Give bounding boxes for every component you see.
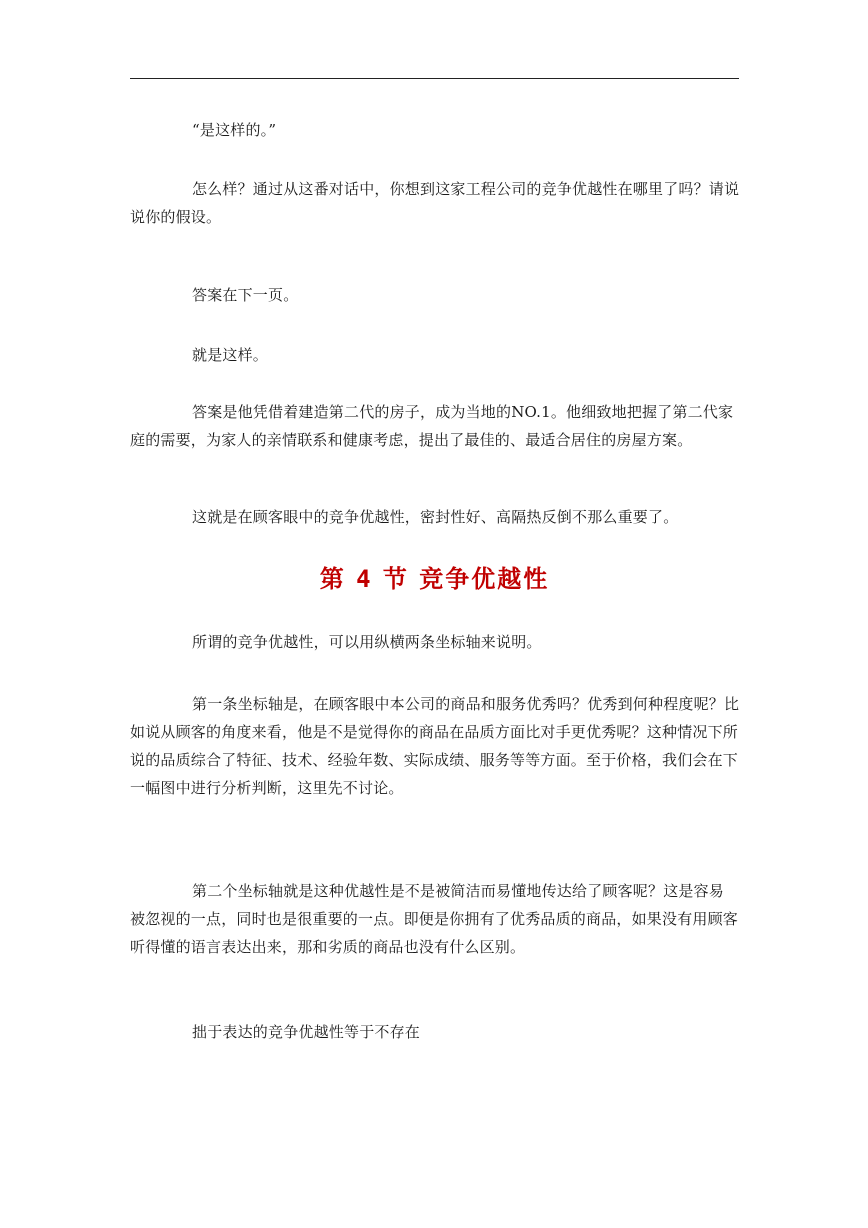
paragraph-line: 说的品质综合了特征、技术、经验年数、实际成绩、服务等等方面。至于价格，我们会在下 xyxy=(130,751,739,769)
paragraph-3 xyxy=(130,281,740,309)
paragraph-2 xyxy=(130,175,740,231)
section-title: 节 竞争优越性 xyxy=(382,564,550,593)
paragraph-line: 怎么样？通过从这番对话中，你想到这家工程公司的竞争优越性在哪里了吗？请说 xyxy=(192,180,740,198)
paragraph-line: 如说从顾客的角度来看，他是不是觉得你的商品在品质方面比对手更优秀呢？这种情况下所 xyxy=(130,723,739,741)
paragraph-line: 就是这样。 xyxy=(192,346,269,364)
section-heading xyxy=(130,562,739,596)
paragraph-line: 拙于表达的竞争优越性等于不存在 xyxy=(192,1023,421,1041)
paragraph-line: 说你的假设。 xyxy=(130,208,222,226)
paragraph-line: 答案在下一页。 xyxy=(192,286,299,304)
paragraph-9 xyxy=(130,877,740,961)
paragraph-line: 庭的需要，为家人的亲情联系和健康考虑，提出了最佳的、最适合居住的房屋方案。 xyxy=(130,431,693,449)
paragraph-10 xyxy=(130,1018,740,1046)
paragraph-4 xyxy=(130,341,740,369)
paragraph-8 xyxy=(130,690,740,802)
section-prefix: 第 xyxy=(319,564,346,593)
paragraph-6 xyxy=(130,503,740,531)
paragraph-7 xyxy=(130,628,740,656)
paragraph-1 xyxy=(130,116,740,144)
section-number: 4 xyxy=(356,565,373,593)
paragraph-line: 第二个坐标轴就是这种优越性是不是被简洁而易懂地传达给了顾客呢？这是容易 xyxy=(192,882,725,900)
paragraph-5 xyxy=(130,398,740,454)
header-rule xyxy=(130,78,739,79)
paragraph-line: 第一条坐标轴是，在顾客眼中本公司的商品和服务优秀吗？优秀到何种程度呢？比 xyxy=(192,695,740,713)
paragraph-line: 一幅图中进行分析判断，这里先不讨论。 xyxy=(130,779,404,797)
paragraph-line: 答案是他凭借着建造第二代的房子，成为当地的NO.1。他细致地把握了第二代家 xyxy=(192,403,734,421)
paragraph-line: “是这样的。” xyxy=(192,121,277,139)
paragraph-line: 这就是在顾客眼中的竞争优越性，密封性好、高隔热反倒不那么重要了。 xyxy=(192,508,679,526)
paragraph-line: 听得懂的语言表达出来，那和劣质的商品也没有什么区别。 xyxy=(130,938,526,956)
paragraph-line: 被忽视的一点，同时也是很重要的一点。即便是你拥有了优秀品质的商品，如果没有用顾客 xyxy=(130,910,739,928)
paragraph-line: 所谓的竞争优越性，可以用纵横两条坐标轴来说明。 xyxy=(192,633,542,651)
